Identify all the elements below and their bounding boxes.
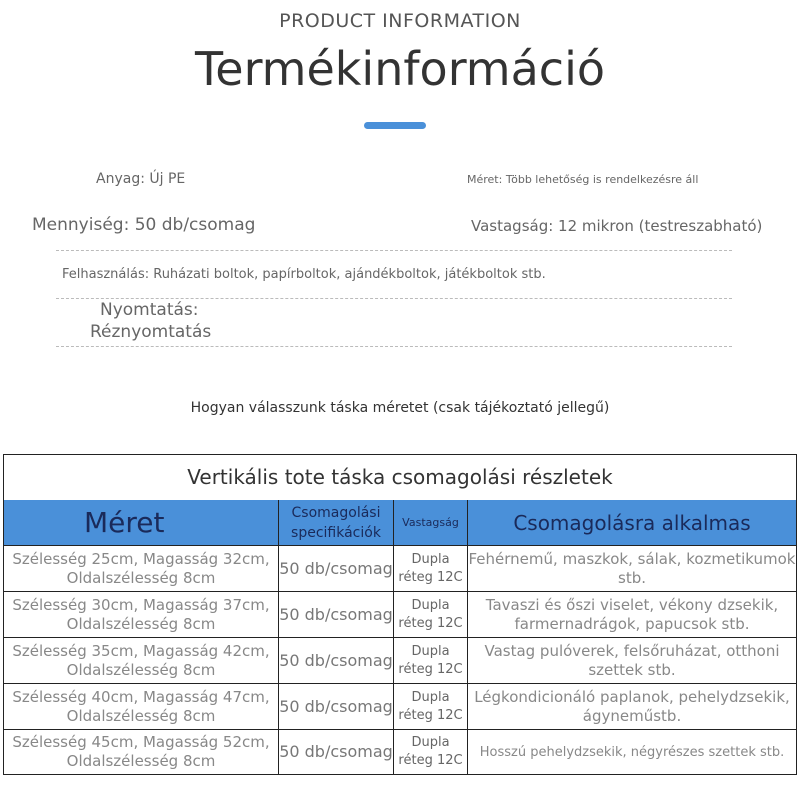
table-row-thickness: Dupla réteg 12C <box>394 638 468 684</box>
table-row-thickness: Dupla réteg 12C <box>394 684 468 730</box>
table-row-size: Szélesség 35cm, Magasság 42cm, Oldalszélesség 8cm <box>4 638 279 684</box>
title-accent-bar <box>364 122 426 129</box>
divider <box>56 298 732 299</box>
table-row-use: Hosszú pehelydzsekik, négyrészes szettek stb. <box>479 744 785 760</box>
table-row-size: Szélesség 45cm, Magasság 52cm, Oldalszélesség 8cm <box>4 730 279 774</box>
table-row-use: Tavaszi és őszi viselet, vékony dzsekik, farmernadrágok, papucsok stb. <box>468 592 796 638</box>
header-thickness: Vastagság <box>394 500 468 546</box>
info-quantity: Mennyiség: 50 db/csomag <box>32 215 256 235</box>
table-row-size: Szélesség 40cm, Magasság 47cm, Oldalszélesség 8cm <box>4 684 279 730</box>
info-print-value: Réznyomtatás <box>90 322 212 342</box>
table-row-size: Szélesség 25cm, Magasság 32cm, Oldalszélesség 8cm <box>4 546 279 592</box>
page-title: Termékinformáció <box>194 42 606 96</box>
header-size: Méret <box>4 500 279 546</box>
table-row-pack: 50 db/csomag <box>279 730 394 774</box>
table-row-use: Vastag pulóverek, felsőruházat, otthoni szettek stb. <box>468 638 796 684</box>
divider <box>56 250 732 251</box>
table-row-pack: 50 db/csomag <box>279 638 394 684</box>
divider <box>56 346 732 347</box>
info-print-label: Nyomtatás: <box>100 300 199 320</box>
info-material: Anyag: Új PE <box>96 171 186 187</box>
table-row-size: Szélesség 30cm, Magasság 37cm, Oldalszélesség 8cm <box>4 592 279 638</box>
table-caption: Vertikális tote táska csomagolási részletek <box>4 455 796 501</box>
info-thickness: Vastagság: 12 mikron (testreszabható) <box>471 217 763 235</box>
section-eyebrow: PRODUCT INFORMATION <box>279 10 521 32</box>
header-pack-spec: Csomagolási specifikációk <box>279 500 394 546</box>
table-row-thickness: Dupla réteg 12C <box>394 592 468 638</box>
table-row-pack: 50 db/csomag <box>279 546 394 592</box>
header-suitable: Csomagolásra alkalmas <box>468 500 796 546</box>
size-guide-note: Hogyan válasszunk táska méretet (csak tájékoztató jellegű) <box>190 400 610 416</box>
info-usage: Felhasználás: Ruházati boltok, papírboltok, ajándékboltok, játékboltok stb. <box>62 267 546 282</box>
info-size: Méret: Több lehetőség is rendelkezésre áll <box>467 173 699 186</box>
packaging-table <box>3 454 797 775</box>
table-row-thickness: Dupla réteg 12C <box>394 730 468 774</box>
table-row-use: Fehérnemű, maszkok, sálak, kozmetikumok stb. <box>468 546 796 592</box>
table-row-use: Légkondicionáló paplanok, pehelydzsekik, ágyneműstb. <box>468 684 796 730</box>
table-row-pack: 50 db/csomag <box>279 684 394 730</box>
table-row-pack: 50 db/csomag <box>279 592 394 638</box>
table-row-thickness: Dupla réteg 12C <box>394 546 468 592</box>
